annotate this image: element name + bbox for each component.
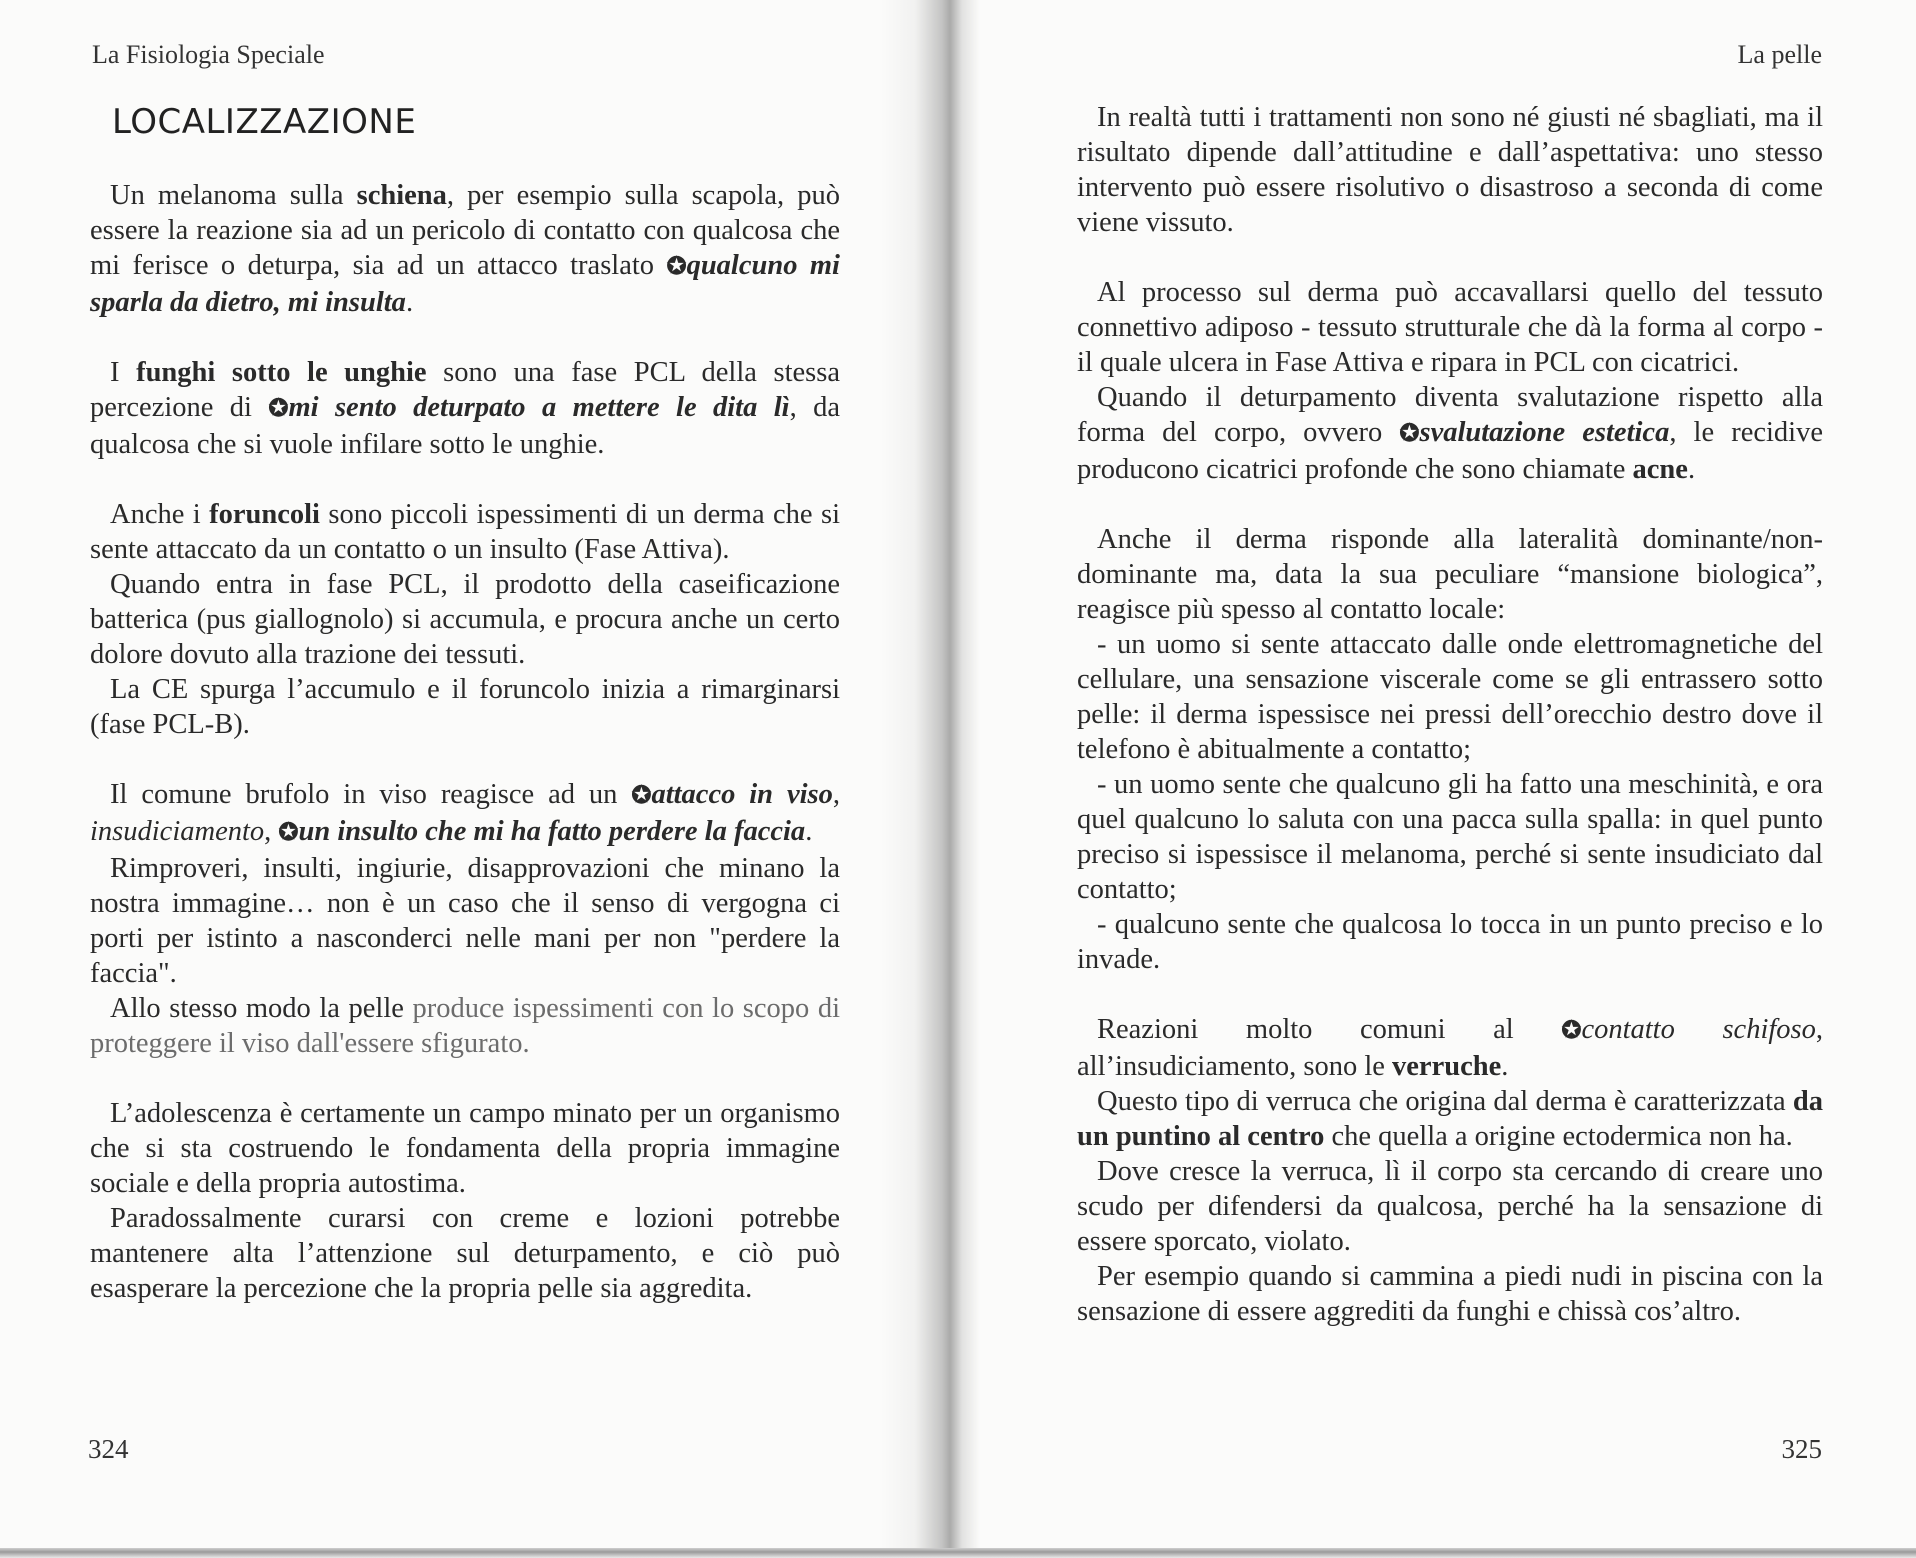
text: , da qualcosa che si vuole infilare sotto le unghie. [90, 392, 840, 460]
italic-phrase: contatto schifoso [1581, 1014, 1816, 1045]
text: I [110, 357, 137, 388]
paragraph: In realtà tutti i trattamenti non sono né giusti né sbagliati, ma il risultato dipende dall’attitudine e dall’aspettativa: uno stesso intervento può essere risolutivo o disastroso a seconda di come viene vissuto. [1077, 102, 1823, 238]
paragraph [90, 355, 840, 462]
conflict-phrase: mi sento deturpato a mettere le dita lì [288, 392, 790, 423]
paragraph [1077, 380, 1823, 487]
conflict-marker-icon: ✪ [631, 783, 652, 809]
text: Reazioni molto comuni al [1097, 1014, 1562, 1045]
text: . [405, 287, 414, 318]
left-page [0, 0, 940, 1548]
paragraph: Quando entra in fase PCL, il prodotto della caseificazione batterica (pus giallognolo) si accumula, e procura anche un certo dolore dovuto alla trazione dei tessuti. [90, 569, 840, 670]
paragraph: Paradossalmente curarsi con creme e lozioni potrebbe mantenere alta l’attenzione sul deturpamento, e ciò può esasperare la percezione che la propria pelle sia aggredita. [90, 1203, 840, 1304]
text: sono una fase PCL della stessa percezione di [90, 357, 840, 423]
text: , all’insudiciamento, sono le [1077, 1014, 1824, 1082]
list-item: - un uomo sente che qualcuno gli ha fatto una meschinità, e ora quel qualcuno lo saluta con una pacca sulla spalla: in quel punto preciso si ispessisce il melanoma, perché si sente insudiciato dal contatto; [1077, 769, 1823, 905]
running-head-left: La Fisiologia Speciale [92, 40, 325, 69]
list-item: - un uomo si sente attaccato dalle onde elettromagnetiche del cellulare, una sensazione viscerale come se gli entrassero sotto pelle: il derma ispessisce nei pressi dell’orecchio destro dove il telefono è abitualmente a contatto; [1077, 629, 1823, 765]
faded-text: produce ispessimenti con lo scopo di proteggere il viso dall'essere sfigurato. [90, 993, 840, 1059]
text: . [1501, 1051, 1509, 1082]
paragraph: Per esempio quando si cammina a piedi nudi in piscina con la sensazione di essere aggrediti da funghi e chissà cos’altro. [1077, 1261, 1823, 1327]
text: che quella a origine ectodermica non ha. [1324, 1121, 1793, 1152]
conflict-phrase: qualcuno mi sparla da dietro, mi insulta [90, 250, 840, 318]
conflict-phrase: attacco in viso [651, 779, 833, 810]
conflict-marker-icon: ✪ [268, 396, 289, 422]
paragraph: Dove cresce la verruca, lì il corpo sta cercando di creare uno scudo per difendersi da qualcosa, perché ha la sensazione di essere sporcato, violato. [1077, 1156, 1823, 1257]
bold-term: schiena [356, 180, 447, 211]
text: Un melanoma sulla [110, 180, 357, 211]
conflict-phrase: svalutazione estetica [1419, 417, 1670, 448]
text: Il comune brufolo in viso reagisce ad un [110, 779, 632, 810]
page-number-left: 324 [88, 1434, 129, 1464]
text: , [832, 779, 840, 810]
text: Quando il deturpamento diventa svalutazione rispetto alla forma del corpo, ovvero [1077, 382, 1823, 448]
bold-term: funghi sotto le unghie [136, 357, 427, 388]
bold-term: verruche [1392, 1051, 1502, 1082]
running-head-right: La pelle [1737, 40, 1822, 69]
text: Questo tipo di verruca che origina dal derma è caratterizzata [1097, 1086, 1793, 1117]
text: sono piccoli ispessimenti di un derma che si sente attaccato da un contatto o un insulto (Fase Attiva). [90, 499, 840, 565]
conflict-marker-icon: ✪ [1561, 1018, 1582, 1044]
italic-phrase: insudiciamento [90, 816, 265, 847]
paragraph: Al processo sul derma può accavallarsi quello del tessuto connettivo adiposo - tessuto strutturale che dà la forma al corpo - il quale ulcera in Fase Attiva e ripara in PCL con cicatrici. [1077, 277, 1823, 378]
bold-term: foruncoli [209, 499, 320, 530]
list-item: - qualcuno sente che qualcosa lo tocca in un punto preciso e lo invade. [1077, 909, 1823, 975]
text: , le recidive producono cicatrici profonde che sono chiamate [1077, 417, 1823, 485]
text: Allo stesso modo la pelle [110, 993, 413, 1024]
text: , per esempio sulla scapola, può essere la reazione sia ad un pericolo di contatto con qualcosa che mi ferisce o deturpa, sia ad un attacco traslato [90, 180, 840, 281]
paragraph: Rimproveri, insulti, ingiurie, disapprovazioni che minano la nostra immagine… non è un caso che il senso di vergogna ci porti per istinto a nasconderci nelle mani per non "perdere la faccia". [90, 853, 840, 989]
text: . [1687, 454, 1696, 485]
paragraph [90, 178, 840, 320]
text: , [264, 816, 279, 847]
text: Anche i [110, 499, 210, 530]
conflict-marker-icon: ✪ [278, 820, 299, 846]
page-number-right: 325 [1781, 1434, 1822, 1464]
conflict-marker-icon: ✪ [666, 254, 687, 280]
conflict-phrase: un insulto che mi ha fatto perdere la faccia [298, 816, 806, 847]
left-text-column [90, 178, 840, 1306]
bold-term: da un puntino al centro [1077, 1086, 1823, 1152]
section-title: LOCALIZZAZIONE [112, 102, 417, 142]
paragraph [90, 777, 840, 851]
paragraph [90, 991, 840, 1061]
paragraph [90, 497, 840, 567]
paragraph [1077, 1084, 1823, 1154]
conflict-marker-icon: ✪ [1399, 421, 1420, 447]
bold-term: acne [1632, 454, 1688, 485]
paragraph [1077, 1012, 1823, 1084]
paragraph: L’adolescenza è certamente un campo minato per un organismo che si sta costruendo le fondamenta della propria immagine sociale e della propria autostima. [90, 1098, 840, 1199]
text: . [805, 816, 813, 847]
paragraph: Anche il derma risponde alla lateralità dominante/non-dominante ma, data la sua peculiare “mansione biologica”, reagisce più spesso al contatto locale: [1077, 524, 1823, 625]
page-bottom-edge [0, 1548, 1916, 1558]
paragraph: La CE spurga l’accumulo e il foruncolo inizia a rimarginarsi (fase PCL-B). [90, 674, 840, 740]
right-text-column [1077, 100, 1823, 1329]
